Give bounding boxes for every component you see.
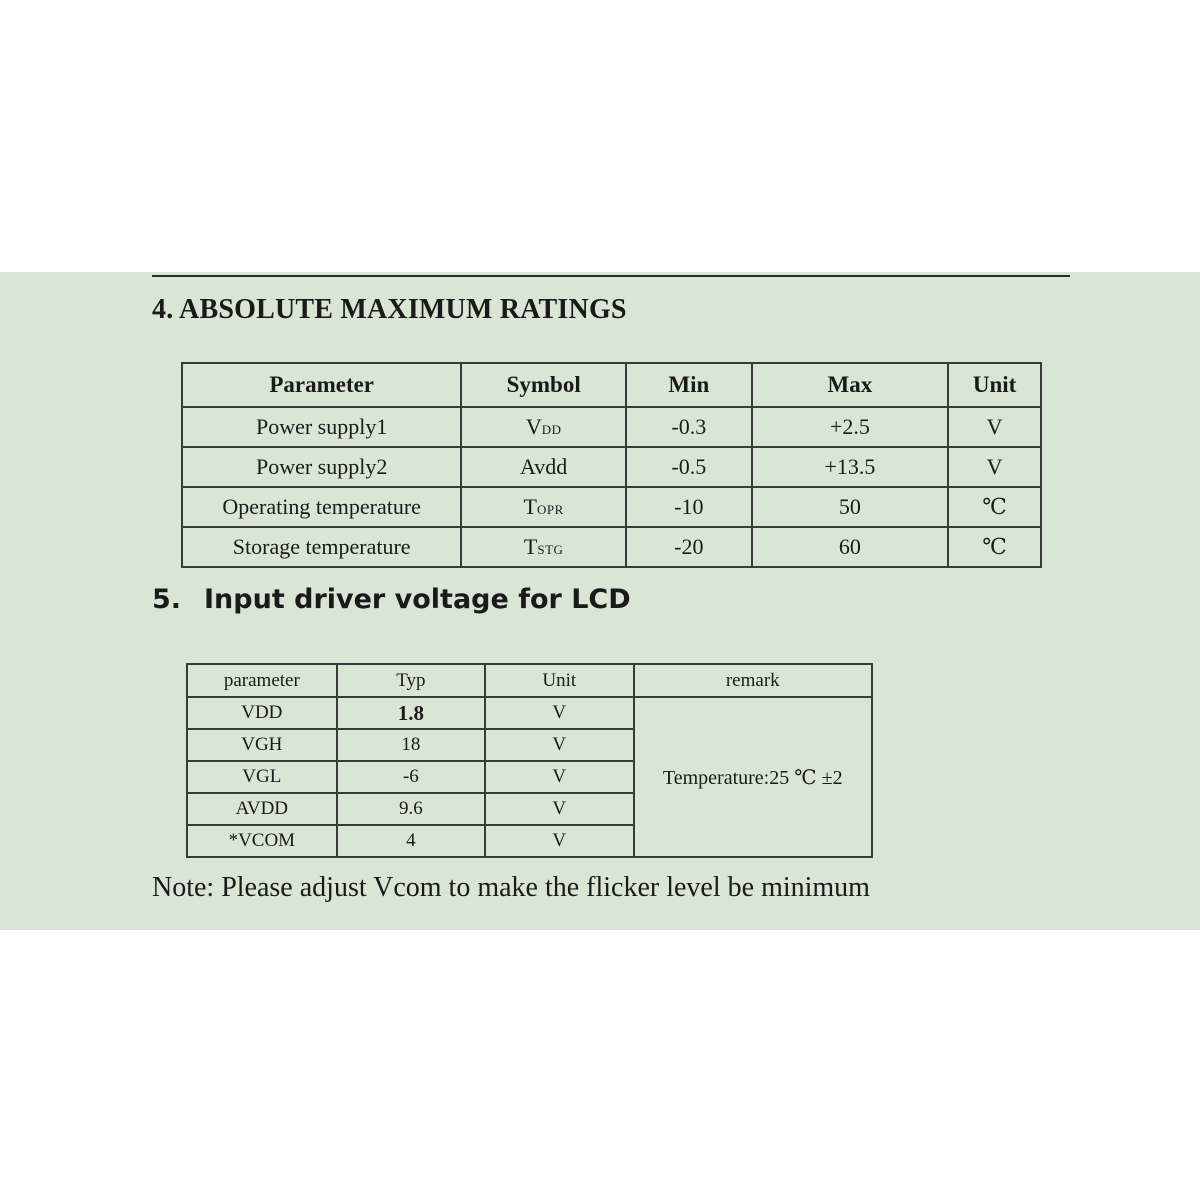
cell-max: +13.5 [752,447,948,487]
cell-parameter: Operating temperature [182,487,461,527]
cell-parameter: VGL [187,761,337,793]
cell-symbol: TOPR [461,487,626,527]
cell-unit: V [485,697,633,729]
section-4-heading: 4. ABSOLUTE MAXIMUM RATINGS [152,294,627,325]
cell-unit: V [948,407,1041,447]
cell-remark: Temperature:25 ℃ ±2 [634,697,873,857]
cell-min: -0.3 [626,407,752,447]
cell-unit: V [485,793,633,825]
table-row [182,447,1041,487]
cell-unit: V [485,729,633,761]
document-page [0,272,1200,930]
cell-parameter: *VCOM [187,825,337,857]
header-unit: Unit [485,664,633,697]
header-unit: Unit [948,363,1041,407]
cell-unit: ℃ [948,487,1041,527]
cell-unit: V [485,761,633,793]
header-parameter: Parameter [182,363,461,407]
table-row [182,487,1041,527]
cell-unit: V [948,447,1041,487]
top-rule [152,275,1070,277]
cell-typ: 18 [337,729,485,761]
header-parameter: parameter [187,664,337,697]
cell-max: 60 [752,527,948,567]
table-header-row [187,664,872,697]
cell-max: +2.5 [752,407,948,447]
cell-symbol: VDD [461,407,626,447]
cell-typ: 4 [337,825,485,857]
section-5-heading: 5. Input driver voltage for LCD [152,584,631,615]
cell-parameter: Power supply1 [182,407,461,447]
cell-parameter: Power supply2 [182,447,461,487]
cell-parameter: AVDD [187,793,337,825]
input-driver-voltage-table [186,663,873,858]
cell-min: -0.5 [626,447,752,487]
table-row [182,407,1041,447]
cell-typ: 1.8 [337,697,485,729]
cell-max: 50 [752,487,948,527]
absolute-maximum-ratings-table [181,362,1042,568]
cell-unit: ℃ [948,527,1041,567]
cell-parameter: VDD [187,697,337,729]
header-symbol: Symbol [461,363,626,407]
cell-parameter: VGH [187,729,337,761]
header-remark: remark [634,664,873,697]
table-row [182,527,1041,567]
cell-typ: -6 [337,761,485,793]
cell-unit: V [485,825,633,857]
table-row [187,697,872,729]
table-header-row [182,363,1041,407]
cell-parameter: Storage temperature [182,527,461,567]
header-typ: Typ [337,664,485,697]
cell-typ: 9.6 [337,793,485,825]
header-min: Min [626,363,752,407]
cell-symbol: Avdd [461,447,626,487]
cell-symbol: TSTG [461,527,626,567]
cell-min: -20 [626,527,752,567]
header-max: Max [752,363,948,407]
note-text: Note: Please adjust Vcom to make the flicker level be minimum [152,872,870,903]
cell-min: -10 [626,487,752,527]
